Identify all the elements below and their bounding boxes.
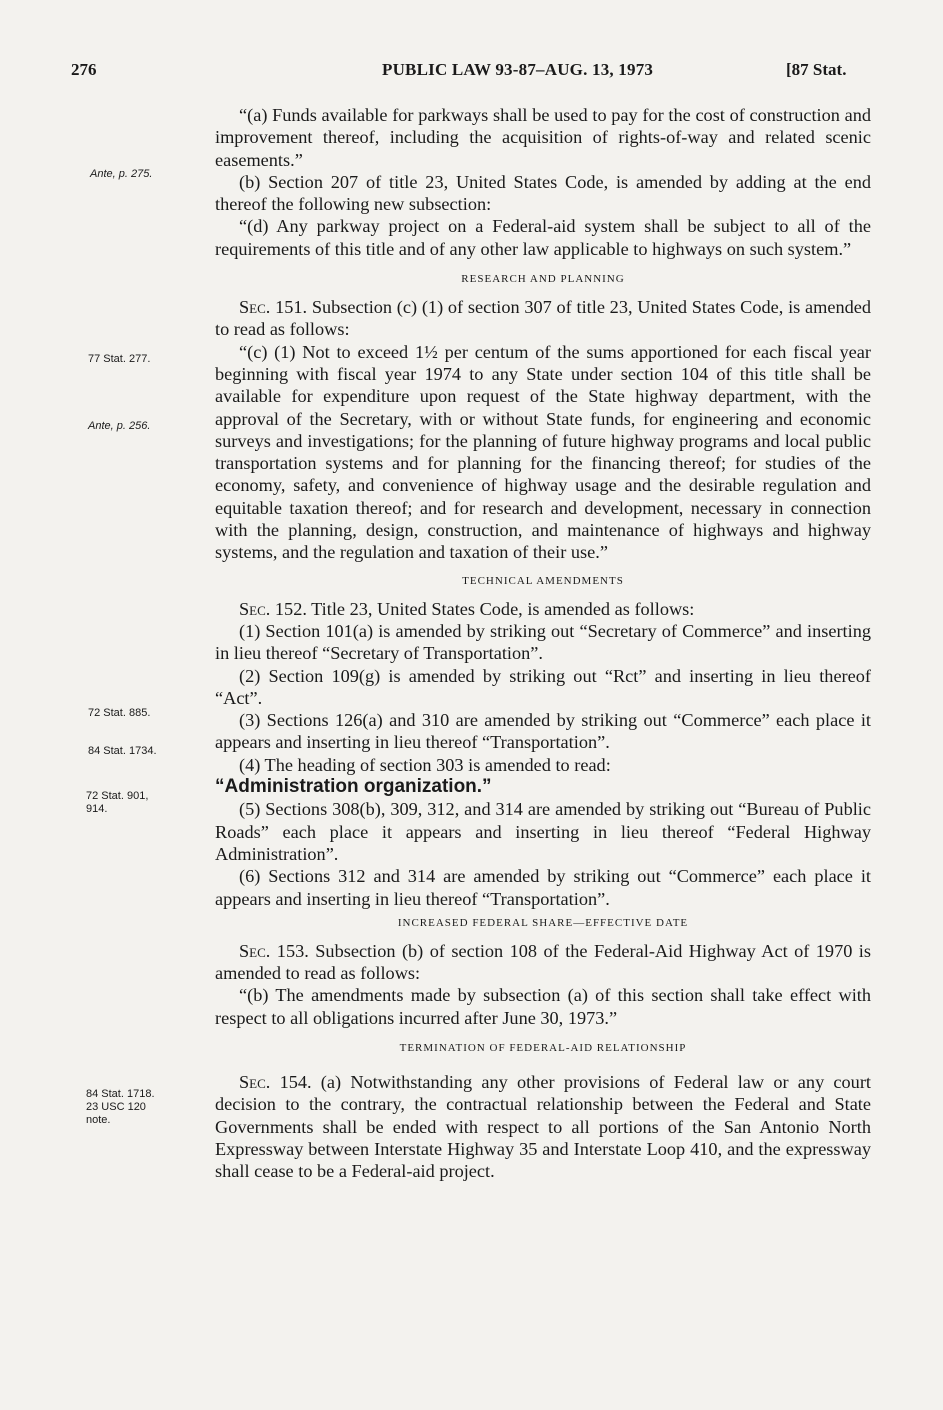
paragraph [215,598,871,620]
paragraph: (6) Sections 312 and 314 are amended by striking out “Commerce” each place it appears and inserting in lieu thereof “Transportation”. [215,866,871,909]
paragraph [215,940,871,985]
paragraph: (b) Section 207 of title 23, United States Code, is amended by adding at the end thereof the following new subsection: [215,171,871,215]
margin-note: Ante, p. 275. [90,168,153,180]
margin-note: 77 Stat. 277. [88,353,151,365]
body-text [215,104,871,1182]
section-label: Sec. 153. [239,940,309,961]
section-heading: TECHNICAL AMENDMENTS [462,574,624,587]
margin-note: 84 Stat. 1734. [88,745,157,757]
paragraph [215,296,871,341]
paragraph: “(b) The amendments made by subsection (a) of this section shall take effect with respect to all obligations incurred after June 30, 1973.” [215,985,871,1028]
section-heading: RESEARCH AND PLANNING [461,273,625,286]
paragraph: “(a) Funds available for parkways shall be used to pay for the cost of construction and improvement thereof, including the acquisition of rights-of-way and related scenic easements.” [215,105,871,170]
page-number: 276 [71,60,97,79]
paragraph: “(d) Any parkway project on a Federal-aid system shall be subject to all of the requirements of this title and of any other law applicable to highways on such system.” [215,216,871,259]
paragraph: (5) Sections 308(b), 309, 312, and 314 are amended by striking out “Bureau of Public Roads” each place it appears and inserting in lieu thereof “Federal Highway Administration”. [215,799,871,864]
paragraph: (2) Section 109(g) is amended by striking out “Rct” and inserting in lieu thereof “Act”. [215,665,871,708]
header-title: PUBLIC LAW 93-87–AUG. 13, 1973 [382,60,654,79]
amended-heading: “Administration organization.” [215,776,492,798]
running-header [0,60,943,90]
section-text: Subsection (b) of section 108 of the Federal-Aid Highway Act of 1970 is amended to read as follows: [215,940,872,984]
paragraph: “(c) (1) Not to exceed 1½ per centum of the sums apportioned for each fiscal year beginning with fiscal year 1974 to any State under section 104 of this title shall be available for expenditure upon request of the State highway department, with the approval of the Secretary, with or without State funds, for engineering and economic surveys and investigations; for the planning of future highway programs and local public transportation systems and for planning for the financing thereof; for studies of the economy, safety, and convenience of highway usage and the desirable regulation and equitable taxation thereof; and for research and development, necessary in connection with the planning, design, construction, and maintenance of highways and highway systems, and the regulation and taxation of their use.” [215,341,871,563]
margin-note: 72 Stat. 885. [88,707,151,719]
margin-note: 84 Stat. 1718. 23 USC 120 note. [86,1088,155,1126]
section-text: Subsection (c) (1) of section 307 of title 23, United States Code, is amended to read as follows: [215,297,871,340]
paragraph [215,1071,871,1182]
section-text: (a) Notwithstanding any other provisions of Federal law or any court decision to the contrary, the contractual relationship between the Federal and State Governments shall be ended with respect to all portions of the San Antonio North Expressway between Interstate Highway 35 and Interstate Loop 410, and the expressway shall cease to be a Federal-aid project. [215,1071,871,1182]
section-label: Sec. 154. [239,1071,312,1092]
section-heading: TERMINATION OF FEDERAL-AID RELATIONSHIP [399,1041,687,1054]
paragraph: (4) The heading of section 303 is amended to read: [239,754,611,775]
section-text: Title 23, United States Code, is amended as follows: [306,598,695,619]
section-label: Sec. 151. [239,297,308,318]
header-stat: [87 Stat. [786,60,847,79]
margin-note: 72 Stat. 901, 914. [86,790,149,815]
section-heading: INCREASED FEDERAL SHARE—EFFECTIVE DATE [397,916,689,929]
paragraph: (3) Sections 126(a) and 310 are amended by striking out “Commerce” each place it appears and inserting in lieu thereof “Transportation”. [215,710,871,753]
section-label: Sec. 152. [239,598,307,619]
paragraph: (1) Section 101(a) is amended by striking out “Secretary of Commerce” and inserting in lieu thereof “Secretary of Transportation”. [215,620,871,664]
margin-note: Ante, p. 256. [88,420,151,432]
